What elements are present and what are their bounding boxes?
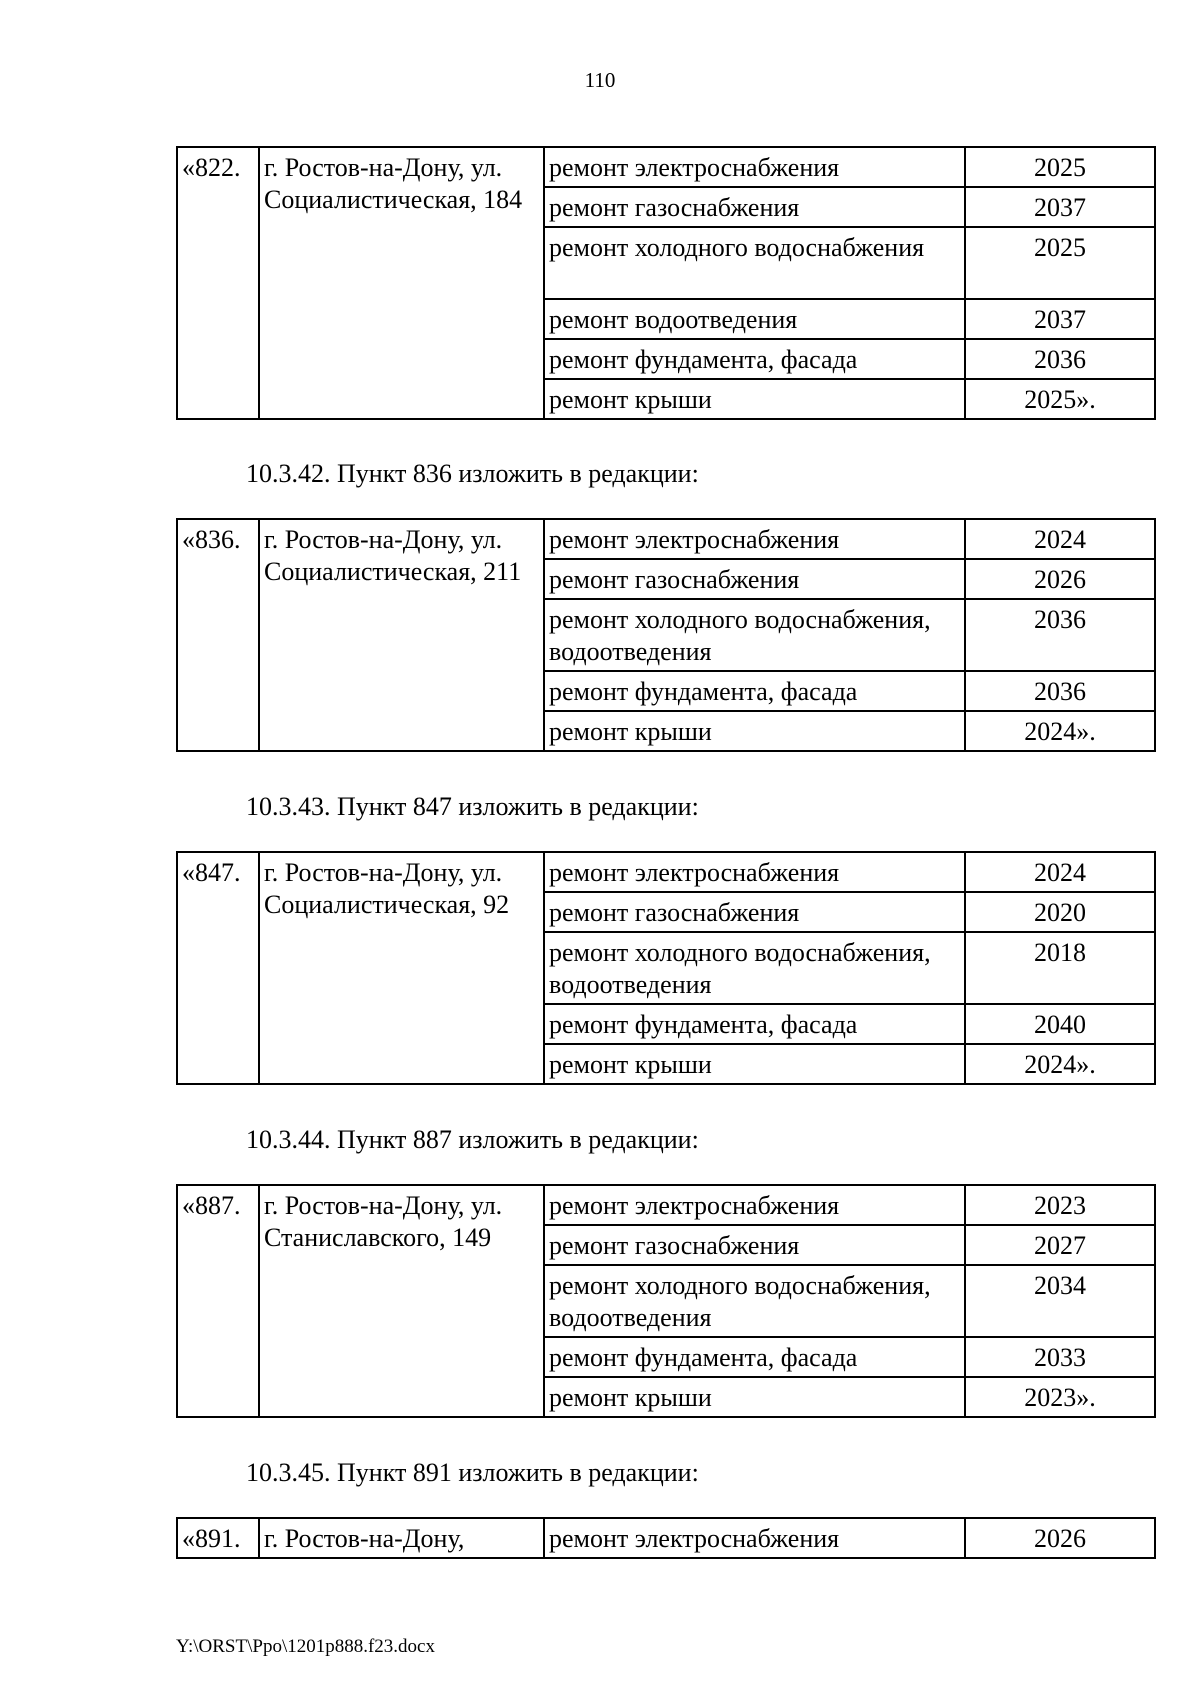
- year-cell: 2025».: [965, 379, 1155, 419]
- year-cell: 2023: [965, 1185, 1155, 1225]
- work-cell: ремонт крыши: [544, 1377, 965, 1417]
- work-cell: ремонт газоснабжения: [544, 559, 965, 599]
- table-row: [177, 519, 1155, 559]
- work-cell: ремонт фундамента, фасада: [544, 671, 965, 711]
- year-cell: 2026: [965, 1518, 1155, 1558]
- work-cell: ремонт холодного водоснабжения: [544, 227, 965, 299]
- table-891: [176, 1517, 1154, 1559]
- year-cell: 2024: [965, 519, 1155, 559]
- amendment-heading: 10.3.42. Пункт 836 изложить в редакции:: [246, 459, 699, 488]
- amendment-heading: 10.3.44. Пункт 887 изложить в редакции:: [246, 1125, 699, 1154]
- year-cell: 2037: [965, 187, 1155, 227]
- work-cell: ремонт электроснабжения: [544, 1185, 965, 1225]
- amendment-heading: 10.3.45. Пункт 891 изложить в редакции:: [246, 1458, 699, 1487]
- work-cell: ремонт электроснабжения: [544, 147, 965, 187]
- table-row: [177, 1518, 1155, 1558]
- year-cell: 2025: [965, 227, 1155, 299]
- year-cell: 2036: [965, 671, 1155, 711]
- work-cell: ремонт водоотведения: [544, 299, 965, 339]
- year-cell: 2026: [965, 559, 1155, 599]
- work-cell: ремонт электроснабжения: [544, 519, 965, 559]
- address-cell: г. Ростов-на-Дону, ул. Станиславского, 149: [259, 1185, 544, 1417]
- year-cell: 2024: [965, 852, 1155, 892]
- table-row: [177, 852, 1155, 892]
- page-number: 110: [584, 68, 616, 92]
- work-cell: ремонт электроснабжения: [544, 1518, 965, 1558]
- work-cell: ремонт фундамента, фасада: [544, 339, 965, 379]
- address-cell: г. Ростов-на-Дону, ул. Социалистическая, 211: [259, 519, 544, 751]
- work-cell: ремонт фундамента, фасада: [544, 1337, 965, 1377]
- address-cell: г. Ростов-на-Дону,: [259, 1518, 544, 1558]
- year-cell: 2036: [965, 599, 1155, 671]
- item-number: «836.: [177, 519, 259, 751]
- table-836: [176, 518, 1154, 752]
- work-cell: ремонт крыши: [544, 711, 965, 751]
- amendment-heading: 10.3.43. Пункт 847 изложить в редакции:: [246, 792, 699, 821]
- year-cell: 2034: [965, 1265, 1155, 1337]
- table-row: [177, 1185, 1155, 1225]
- table-822: [176, 146, 1154, 420]
- year-cell: 2020: [965, 892, 1155, 932]
- year-cell: 2023».: [965, 1377, 1155, 1417]
- item-number: «847.: [177, 852, 259, 1084]
- year-cell: 2024».: [965, 711, 1155, 751]
- work-cell: ремонт крыши: [544, 379, 965, 419]
- year-cell: 2024».: [965, 1044, 1155, 1084]
- year-cell: 2027: [965, 1225, 1155, 1265]
- work-cell: ремонт электроснабжения: [544, 852, 965, 892]
- item-number: «891.: [177, 1518, 259, 1558]
- year-cell: 2018: [965, 932, 1155, 1004]
- year-cell: 2025: [965, 147, 1155, 187]
- year-cell: 2037: [965, 299, 1155, 339]
- work-cell: ремонт газоснабжения: [544, 892, 965, 932]
- work-cell: ремонт крыши: [544, 1044, 965, 1084]
- work-cell: ремонт холодного водоснабжения, водоотведения: [544, 932, 965, 1004]
- year-cell: 2036: [965, 339, 1155, 379]
- work-cell: ремонт холодного водоснабжения, водоотведения: [544, 599, 965, 671]
- work-cell: ремонт газоснабжения: [544, 187, 965, 227]
- year-cell: 2040: [965, 1004, 1155, 1044]
- table-847: [176, 851, 1154, 1085]
- work-cell: ремонт газоснабжения: [544, 1225, 965, 1265]
- work-cell: ремонт холодного водоснабжения, водоотведения: [544, 1265, 965, 1337]
- table-row: [177, 147, 1155, 187]
- year-cell: 2033: [965, 1337, 1155, 1377]
- table-887: [176, 1184, 1154, 1418]
- footer-file-path: Y:\ORST\Ppo\1201p888.f23.docx: [176, 1636, 435, 1657]
- item-number: «822.: [177, 147, 259, 419]
- item-number: «887.: [177, 1185, 259, 1417]
- work-cell: ремонт фундамента, фасада: [544, 1004, 965, 1044]
- address-cell: г. Ростов-на-Дону, ул. Социалистическая, 92: [259, 852, 544, 1084]
- address-cell: г. Ростов-на-Дону, ул. Социалистическая, 184: [259, 147, 544, 419]
